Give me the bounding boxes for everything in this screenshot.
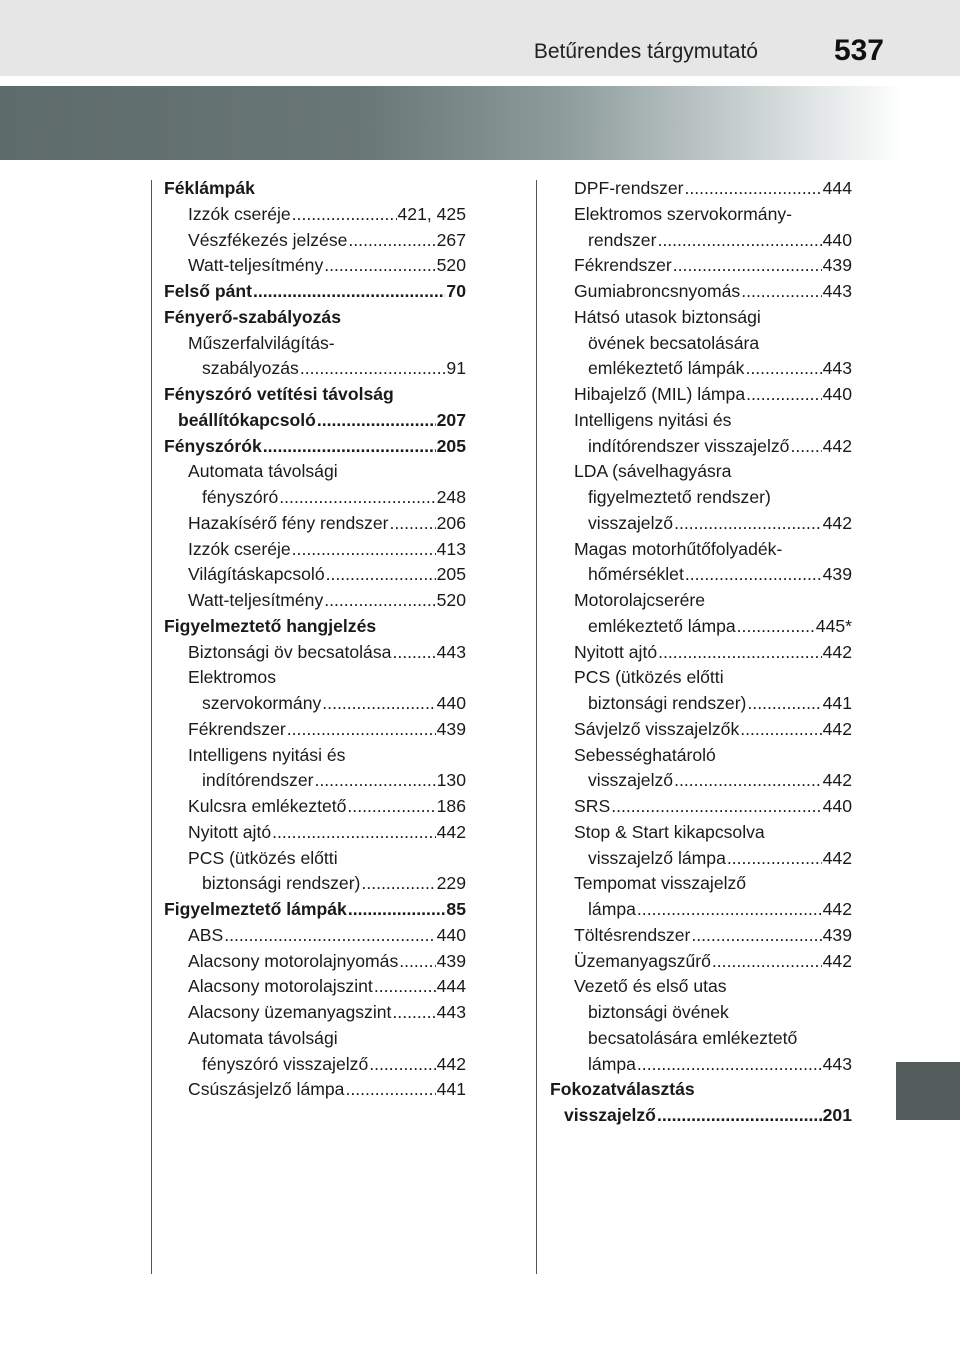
index-entry [164, 949, 466, 975]
index-entry [164, 717, 466, 743]
index-entry [164, 253, 466, 279]
index-entry-text: rendszer [588, 229, 657, 250]
index-entry-text: hőmérséklet [588, 564, 684, 585]
dot-leader [322, 691, 435, 717]
index-entry-page: 439 [822, 255, 852, 276]
index-entry-page: 201 [822, 1105, 852, 1125]
index-entry [550, 640, 852, 666]
index-entry [550, 511, 852, 537]
index-entry-text: PCS (ütközés előtti [574, 667, 724, 688]
index-entry [164, 820, 466, 846]
index-entry-text: Intelligens nyitási és [574, 409, 732, 430]
dot-leader [326, 562, 436, 588]
index-column-right [550, 176, 852, 1129]
index-entry [550, 1077, 852, 1103]
index-entry-page: 441 [436, 1079, 466, 1100]
dot-leader [324, 253, 435, 279]
index-entry-page: 421, 425 [397, 203, 466, 224]
header-banner [0, 86, 960, 160]
index-entry-page: 413 [436, 538, 466, 559]
index-entry [164, 305, 466, 331]
index-entry-text: DPF-rendszer [574, 178, 684, 198]
index-entry-text: figyelmeztető rendszer) [588, 487, 771, 507]
index-entry-text: Elektromos szervokormány- [574, 203, 793, 224]
index-entry-text: Vészfékezés jelzése [188, 229, 348, 250]
dot-leader [272, 820, 436, 846]
index-entry-text: Izzók cseréje [188, 538, 291, 559]
index-entry-text: Hazakísérő fény rendszer [188, 512, 389, 533]
index-entry [550, 743, 852, 769]
index-entry [164, 614, 466, 640]
index-entry [550, 459, 852, 485]
index-entry-text: visszajelző lámpa [588, 847, 726, 868]
index-entry [550, 974, 852, 1000]
dot-leader [263, 434, 436, 460]
index-entry [164, 331, 466, 357]
index-entry [164, 1026, 466, 1052]
section-title: Betűrendes tárgymutató [533, 40, 758, 63]
index-entry [164, 974, 466, 1000]
index-entry [164, 768, 466, 794]
index-entry [164, 1052, 466, 1078]
dot-leader [224, 923, 435, 949]
index-entry-page: 205 [436, 435, 466, 456]
index-entry-text: Alacsony motorolajszint [188, 976, 373, 997]
index-entry-text: Watt-teljesítmény [188, 255, 324, 276]
index-entry-page: 443 [436, 641, 466, 662]
dot-leader [392, 1000, 435, 1026]
index-entry-page: 206 [436, 512, 466, 533]
index-entry-page: 248 [436, 487, 466, 507]
dot-leader [747, 691, 821, 717]
dot-leader [741, 279, 821, 305]
index-entry-text: visszajelző [588, 512, 674, 533]
index-entry [164, 537, 466, 563]
dot-leader [292, 537, 436, 563]
index-entry-text: Fékrendszer [574, 255, 672, 276]
column-divider-left [151, 180, 152, 1274]
index-entry-text: Stop & Start kikapcsolva [574, 821, 765, 842]
index-entry [164, 382, 466, 408]
index-entry-page: 443 [822, 358, 852, 379]
index-entry [164, 743, 466, 769]
index-entry [164, 640, 466, 666]
dot-leader [292, 202, 397, 228]
index-column-left [164, 176, 466, 1103]
index-entry [164, 485, 466, 511]
index-entry-text: Sávjelző visszajelzők [574, 718, 740, 739]
dot-leader [317, 408, 436, 434]
index-entry-text: biztonsági övének [588, 1002, 729, 1022]
index-entry [550, 305, 852, 331]
index-entry-text: indítórendszer visszajelző [588, 435, 790, 456]
index-entry [164, 176, 466, 202]
index-entry [164, 1077, 466, 1103]
index-entry-page: 444 [436, 976, 466, 997]
index-entry-text: PCS (ütközés előtti [188, 847, 338, 868]
dot-leader [374, 974, 436, 1000]
index-entry [550, 614, 852, 640]
column-divider-middle [536, 180, 537, 1274]
index-entry-page: 186 [436, 796, 466, 816]
index-entry-page: 442 [822, 641, 852, 662]
dot-leader [657, 228, 821, 254]
index-entry-text: Nyitott ajtó [188, 821, 272, 842]
index-entry-page: 70 [446, 281, 466, 301]
dot-leader [348, 228, 435, 254]
index-entry [164, 897, 466, 923]
index-entry [164, 279, 466, 305]
dot-leader [727, 846, 822, 872]
index-entry-text: Automata távolsági [188, 461, 338, 482]
index-entry [550, 1103, 852, 1129]
index-entry-text: emlékeztető lámpák [588, 358, 745, 379]
index-entry-page: 91 [446, 358, 466, 379]
index-entry-text: Vezető és első utas [574, 976, 727, 997]
dot-leader [389, 511, 435, 537]
index-entry-text: Alacsony üzemanyagszint [188, 1002, 392, 1022]
index-entry [164, 202, 466, 228]
index-entry-page: 439 [436, 718, 466, 739]
dot-leader [737, 614, 815, 640]
index-entry [550, 176, 852, 202]
dot-leader [361, 871, 435, 897]
index-entry-text: ABS [188, 924, 224, 945]
index-entry-text: fényszóró [202, 487, 279, 507]
dot-leader [685, 176, 822, 202]
index-entry-page: 442 [436, 1053, 466, 1074]
index-entry [164, 356, 466, 382]
index-entry [550, 588, 852, 614]
dot-leader [673, 253, 822, 279]
index-entry-page: 520 [436, 590, 466, 610]
index-entry-text: Felső pánt [164, 281, 252, 301]
index-entry [550, 485, 852, 511]
index-entry [550, 1026, 852, 1052]
index-entry-page: 442 [822, 899, 852, 919]
index-entry-page: 439 [822, 924, 852, 945]
index-entry-page: 440 [436, 693, 466, 713]
dot-leader [315, 768, 436, 794]
index-entry-text: visszajelző [564, 1105, 656, 1125]
index-entry [164, 665, 466, 691]
index-entry-text: indítórendszer [202, 770, 314, 791]
index-entry-text: Üzemanyagszűrő [574, 950, 711, 971]
index-entry-text: Magas motorhűtőfolyadék- [574, 538, 783, 559]
index-entry-text: Figyelmeztető lámpák [164, 899, 347, 919]
index-entry-text: Csúszásjelző lámpa [188, 1079, 345, 1100]
index-entry-text: Fényszóró vetítési távolság [164, 384, 394, 404]
index-entry [550, 923, 852, 949]
index-entry-text: Intelligens nyitási és [188, 744, 346, 765]
index-entry-page: 229 [436, 873, 466, 894]
index-entry-text: biztonsági rendszer) [588, 693, 747, 713]
index-entry [164, 871, 466, 897]
dot-leader [611, 794, 821, 820]
index-entry-text: szabályozás [202, 358, 299, 379]
dot-leader [324, 588, 435, 614]
index-entry [550, 897, 852, 923]
index-entry-text: Watt-teljesítmény [188, 590, 324, 610]
index-entry-text: Tempomat visszajelző [574, 873, 747, 894]
index-entry-page: 445* [815, 615, 852, 636]
index-entry [164, 691, 466, 717]
index-entry-text: LDA (sávelhagyásra [574, 461, 732, 482]
index-entry-page: 442 [822, 950, 852, 971]
dot-leader [253, 279, 445, 305]
index-entry-text: Motorolajcserére [574, 590, 706, 610]
index-entry-text: Automata távolsági [188, 1027, 338, 1048]
index-entry-text: biztonsági rendszer) [202, 873, 361, 894]
index-entry-text: Biztonsági öv becsatolása [188, 641, 392, 662]
index-entry [550, 820, 852, 846]
index-entry-text: visszajelző [588, 770, 674, 791]
index-entry-text: Elektromos [188, 667, 276, 688]
dot-leader [657, 1103, 822, 1129]
dot-leader [712, 949, 822, 975]
index-entry-page: 205 [436, 564, 466, 585]
index-entry [550, 434, 852, 460]
index-entry-page: 442 [822, 847, 852, 868]
index-entry-text: övének becsatolására [588, 332, 760, 353]
index-entry-text: SRS [574, 796, 611, 816]
index-entry [164, 846, 466, 872]
index-entry-page: 442 [436, 821, 466, 842]
dot-leader [369, 1052, 435, 1078]
index-entry-page: 440 [822, 229, 852, 250]
index-entry-text: emlékeztető lámpa [588, 615, 736, 636]
index-entry-page: 441 [822, 693, 852, 713]
index-entry [550, 562, 852, 588]
dot-leader [279, 485, 435, 511]
dot-leader [691, 923, 821, 949]
index-entry-page: 442 [822, 770, 852, 791]
index-entry-page: 440 [822, 384, 852, 404]
index-entry-text: Féklámpák [164, 178, 255, 198]
index-entry-text: Gumiabroncsnyomás [574, 281, 741, 301]
header-bar [0, 0, 960, 76]
index-entry-text: Fényszórók [164, 435, 262, 456]
index-entry-page: 439 [822, 564, 852, 585]
index-entry-page: 442 [822, 512, 852, 533]
index-entry-page: 440 [822, 796, 852, 816]
index-entry [164, 794, 466, 820]
dot-leader [740, 717, 821, 743]
index-entry-text: Hátsó utasok biztonsági [574, 306, 761, 327]
index-entry-page: 443 [436, 1002, 466, 1022]
index-entry-page: 443 [822, 281, 852, 301]
index-entry [550, 1052, 852, 1078]
dot-leader [287, 717, 436, 743]
dot-leader [674, 768, 822, 794]
index-entry-page: 442 [822, 435, 852, 456]
index-entry-page: 130 [436, 770, 466, 791]
index-entry-text: Töltésrendszer [574, 924, 691, 945]
index-entry-text: lámpa [588, 899, 636, 919]
index-entry-text: Hibajelző (MIL) lámpa [574, 384, 746, 404]
index-entry [550, 717, 852, 743]
index-entry-text: Műszerfalvilágítás- [188, 332, 335, 353]
index-entry-text: Sebességhatároló [574, 744, 716, 765]
index-entry-page: 442 [822, 718, 852, 739]
index-entry [550, 279, 852, 305]
dot-leader [637, 897, 822, 923]
index-entry [550, 228, 852, 254]
index-entry-page: 207 [436, 409, 466, 430]
index-entry [550, 665, 852, 691]
index-entry-page: 443 [822, 1053, 852, 1074]
index-entry-text: Nyitott ajtó [574, 641, 658, 662]
index-entry-text: Figyelmeztető hangjelzés [164, 615, 377, 636]
index-entry [164, 434, 466, 460]
dot-leader [674, 511, 822, 537]
index-entry [550, 331, 852, 357]
index-entry-text: fényszóró visszajelző [202, 1053, 369, 1074]
index-entry-text: Fékrendszer [188, 718, 286, 739]
page-number: 537 [833, 34, 884, 67]
dot-leader [348, 897, 446, 923]
index-entry-page: 444 [822, 178, 852, 198]
index-entry-text: becsatolására emlékeztető [588, 1027, 798, 1048]
index-entry-page: 267 [436, 229, 466, 250]
dot-leader [347, 794, 435, 820]
index-entry-text: Világításkapcsoló [188, 564, 325, 585]
dot-leader [300, 356, 446, 382]
index-entry [550, 202, 852, 228]
dot-leader [345, 1077, 435, 1103]
index-entry [550, 1000, 852, 1026]
index-entry-text: beállítókapcsoló [178, 409, 316, 430]
index-entry-text: Alacsony motorolajnyomás [188, 950, 399, 971]
dot-leader [790, 434, 821, 460]
index-entry [164, 228, 466, 254]
index-entry [164, 562, 466, 588]
index-entry-text: Fényerő-szabályozás [164, 306, 341, 327]
chapter-tab [896, 1062, 960, 1120]
index-entry-page: 520 [436, 255, 466, 276]
index-entry [550, 871, 852, 897]
index-entry [164, 923, 466, 949]
index-entry [550, 794, 852, 820]
index-entry [164, 588, 466, 614]
dot-leader [658, 640, 822, 666]
dot-leader [392, 640, 435, 666]
index-entry [550, 691, 852, 717]
index-entry [164, 511, 466, 537]
index-entry [550, 537, 852, 563]
index-entry-text: szervokormány [202, 693, 322, 713]
dot-leader [685, 562, 822, 588]
index-entry [550, 949, 852, 975]
index-entry [164, 1000, 466, 1026]
dot-leader [637, 1052, 822, 1078]
index-entry [550, 846, 852, 872]
index-entry-text: Izzók cseréje [188, 203, 291, 224]
index-entry [550, 356, 852, 382]
index-entry-page: 85 [446, 899, 466, 919]
index-entry [550, 382, 852, 408]
index-entry-page: 439 [436, 950, 466, 971]
index-entry [550, 768, 852, 794]
dot-leader [399, 949, 435, 975]
index-entry-text: lámpa [588, 1053, 636, 1074]
index-entry-text: Kulcsra emlékeztető [188, 796, 347, 816]
index-entry [164, 408, 466, 434]
dot-leader [746, 382, 822, 408]
index-entry-page: 440 [436, 924, 466, 945]
index-entry [550, 408, 852, 434]
index-entry [550, 253, 852, 279]
index-entry-text: Fokozatválasztás [550, 1079, 695, 1100]
dot-leader [745, 356, 821, 382]
index-entry [164, 459, 466, 485]
